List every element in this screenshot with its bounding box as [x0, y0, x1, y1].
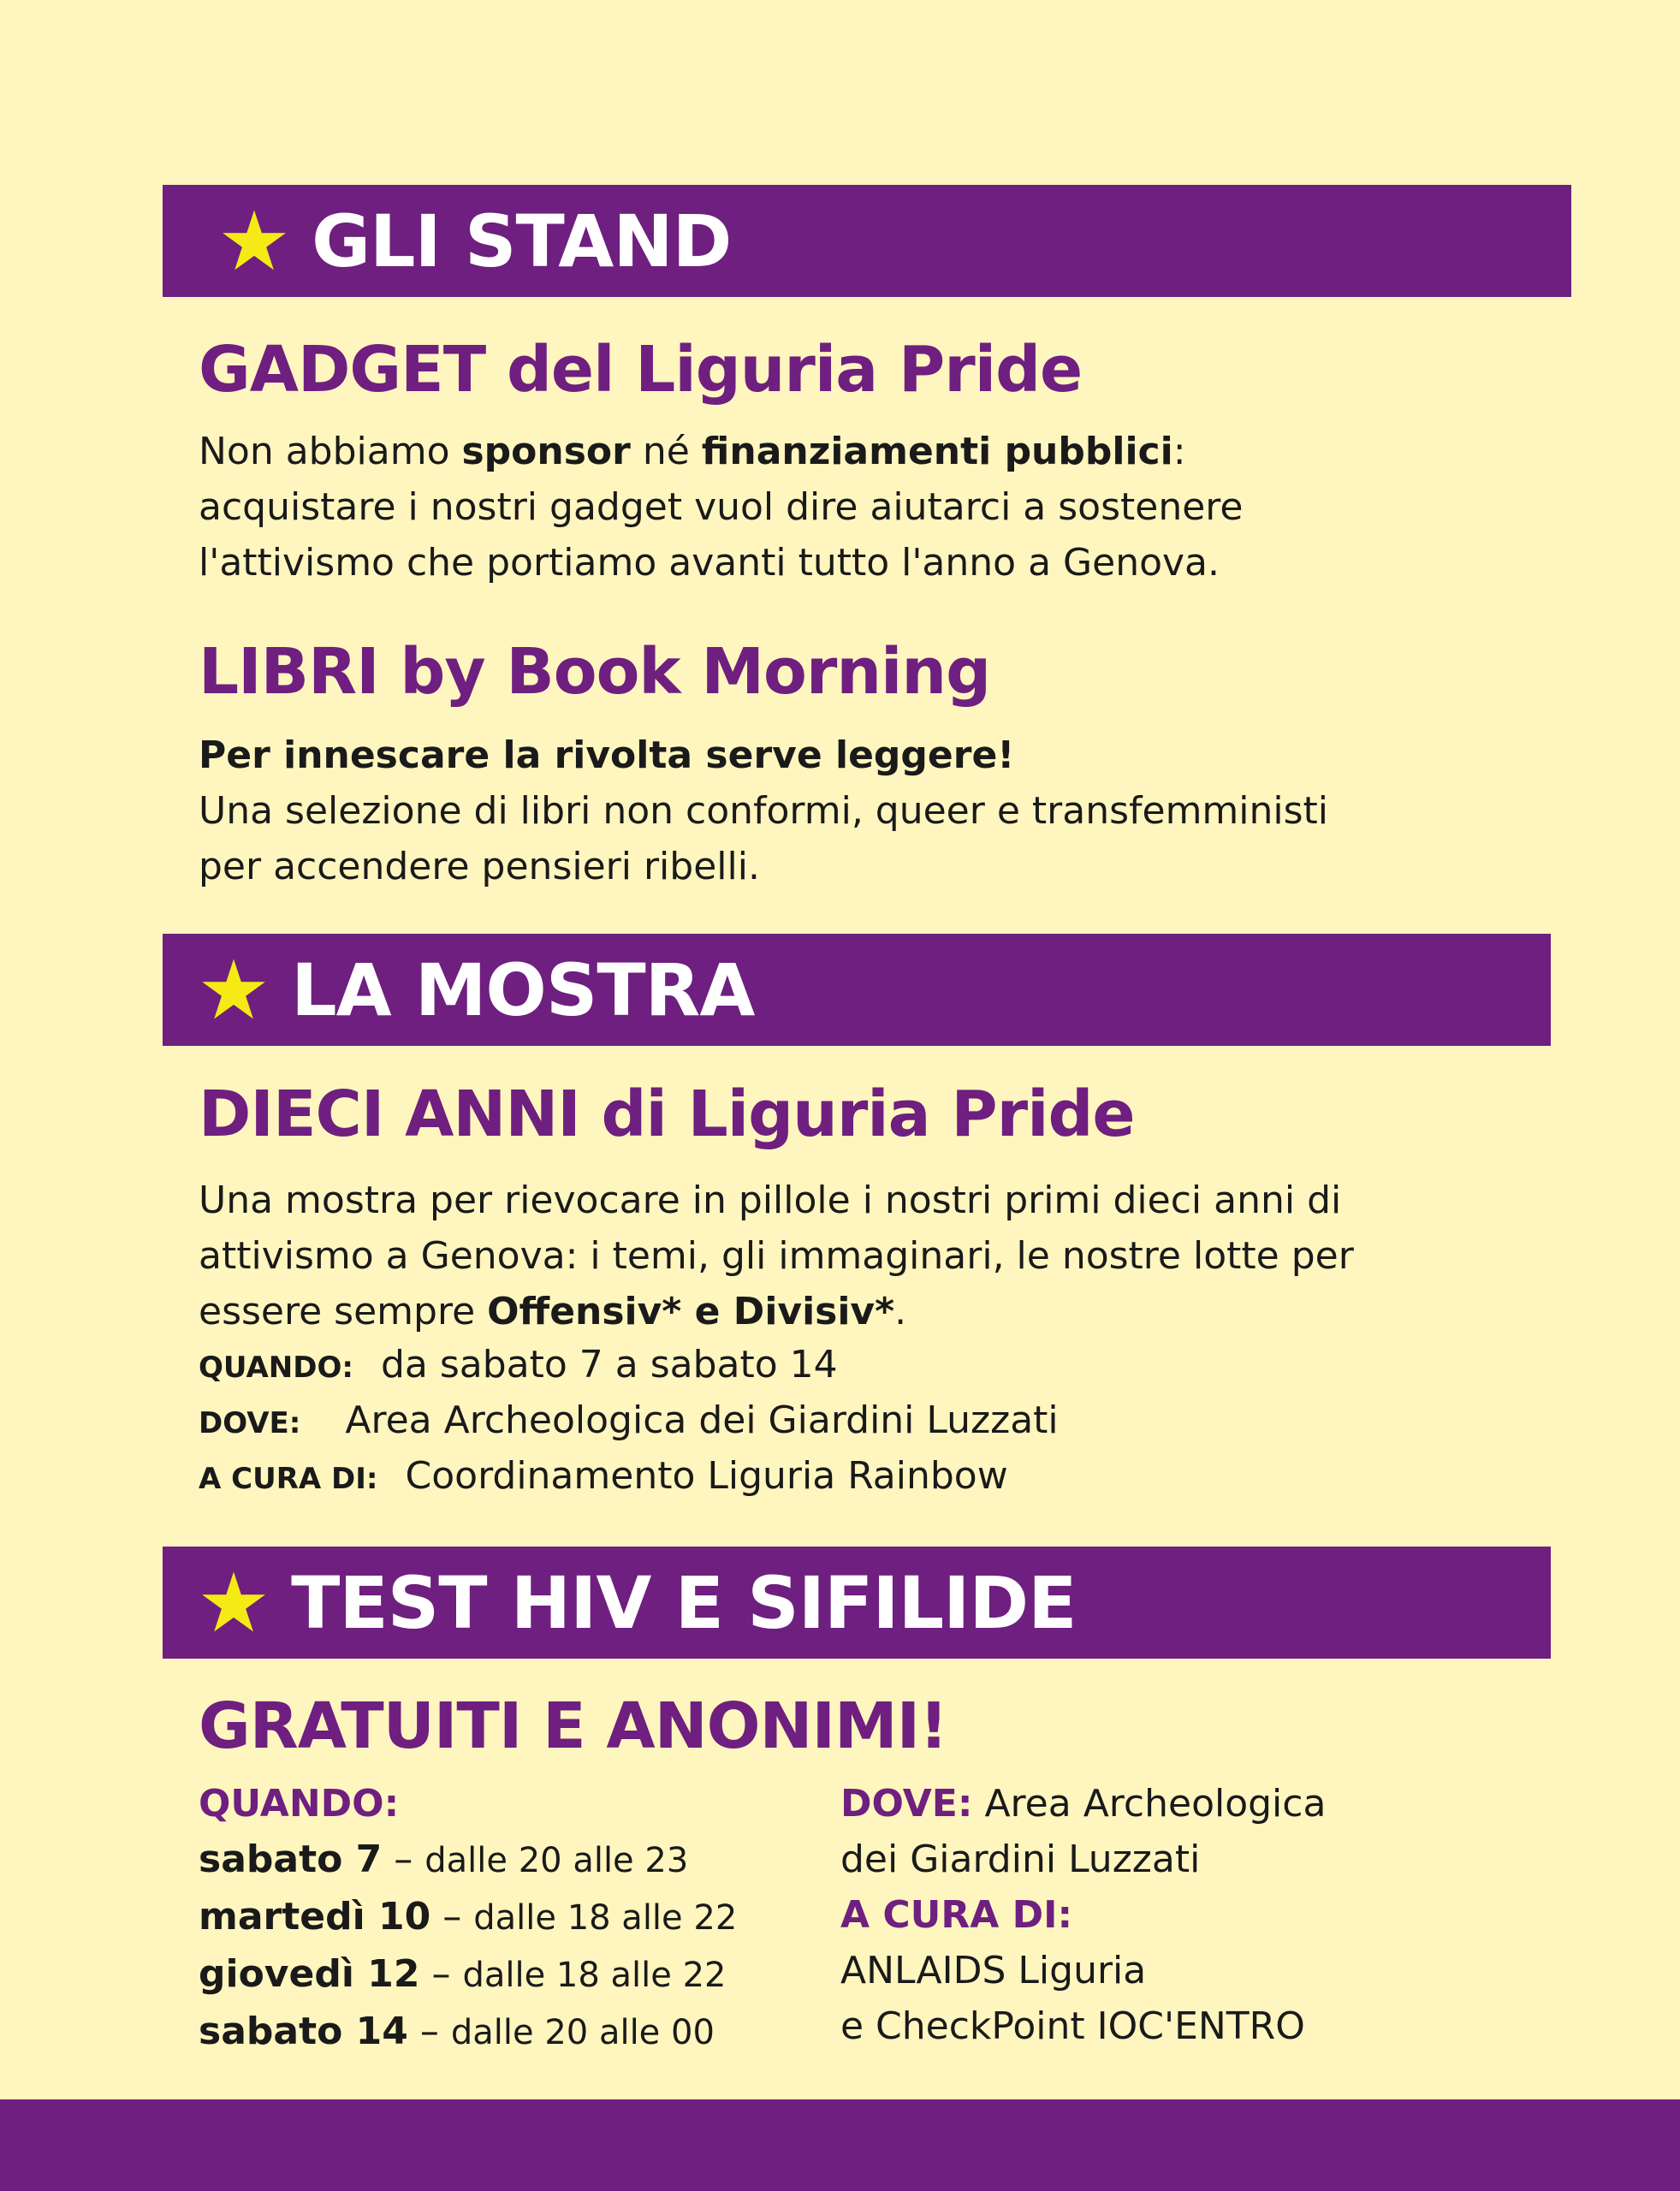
dove-line-1: Area Archeologica [984, 1782, 1327, 1826]
date-row [199, 1946, 737, 2004]
libri-heading [199, 635, 991, 709]
gadget-line-2: acquistare i nostri gadget vuol dire aiutarci a sostenere [199, 485, 1244, 529]
dove-row [840, 1776, 1326, 1832]
quando-label: QUANDO: [199, 1782, 400, 1826]
mostra-description [199, 1173, 1354, 1339]
date-row [199, 1889, 737, 1946]
quando-label: QUANDO: [199, 1351, 353, 1385]
test-heading [199, 1689, 947, 1763]
libri-description [199, 727, 1328, 894]
libri-heading-caps: LIBRI [199, 635, 379, 709]
text: essere sempre [199, 1290, 488, 1333]
date-sep: – [407, 2010, 451, 2053]
cura-label: A CURA DI: [840, 1893, 1073, 1937]
section-title: TEST HIV E SIFILIDE [291, 1560, 1077, 1645]
cura-line-2: e CheckPoint IOC'ENTRO [840, 2004, 1305, 2048]
mostra-heading-rest: di Liguria Pride [579, 1078, 1135, 1151]
date-time: dalle 18 alle 22 [462, 1956, 727, 1995]
dove-value: Area Archeologica dei Giardini Luzzati [345, 1398, 1059, 1442]
mostra-quando-row [199, 1343, 838, 1386]
mostra-heading [199, 1078, 1135, 1151]
date-time: dalle 18 alle 22 [473, 1898, 738, 1938]
libri-line-2: Una selezione di libri non conformi, queer e transfemministi [199, 789, 1329, 833]
test-heading-text: GRATUITI E ANONIMI! [199, 1689, 947, 1763]
dove-label: DOVE: [840, 1782, 973, 1826]
text-bold: Per innescare la rivolta serve leggere! [199, 733, 1015, 777]
date-sep: – [430, 1895, 474, 1939]
gadget-heading [199, 333, 1083, 407]
gadget-line-3: l'attivismo che portiamo avanti tutto l'anno a Genova. [199, 541, 1220, 585]
section-title: LA MOSTRA [291, 947, 755, 1032]
mostra-cura-row [199, 1454, 1008, 1498]
mostra-line-3 [199, 1284, 1354, 1339]
gadget-line-1 [199, 424, 1243, 479]
quando-value: da sabato 7 a sabato 14 [380, 1343, 838, 1386]
mostra-dove-row [199, 1398, 1059, 1442]
cura-value: Coordinamento Liguria Rainbow [405, 1454, 1008, 1498]
text-bold: sponsor [461, 430, 631, 473]
text: Non abbiamo [199, 430, 462, 473]
date-day: martedì 10 [199, 1895, 431, 1939]
test-quando-column [199, 1776, 737, 2061]
date-row [199, 1832, 737, 1889]
date-day: sabato 7 [199, 1838, 383, 1881]
section-banner-test [163, 1547, 1551, 1659]
test-dove-column [840, 1776, 1326, 2054]
mostra-line-2: attivismo a Genova: i temi, gli immaginari, le nostre lotte per [199, 1234, 1354, 1278]
libri-heading-rest: by Book Morning [378, 635, 991, 709]
cura-label: A CURA DI: [199, 1462, 378, 1496]
dove-line-2: dei Giardini Luzzati [840, 1838, 1201, 1881]
date-sep: – [419, 1952, 463, 1996]
text: né [630, 430, 702, 473]
section-title: GLI STAND [312, 199, 732, 283]
gadget-description [199, 424, 1243, 591]
section-banner-mostra [163, 934, 1551, 1046]
text: . [894, 1290, 907, 1333]
footer-bar [0, 2099, 1680, 2191]
text: : [1172, 430, 1186, 473]
gadget-heading-caps: GADGET [199, 333, 486, 407]
libri-line-1 [199, 727, 1328, 783]
date-time: dalle 20 alle 23 [424, 1841, 689, 1880]
date-time: dalle 20 alle 00 [450, 2013, 715, 2052]
date-row [199, 2004, 737, 2061]
section-banner-stand [163, 185, 1571, 297]
star-icon: ★ [197, 941, 271, 1038]
libri-line-3: per accendere pensieri ribelli. [199, 845, 760, 888]
mostra-heading-caps: DIECI ANNI [199, 1078, 580, 1151]
cura-line-1: ANLAIDS Liguria [840, 1949, 1147, 1992]
star-icon: ★ [197, 1554, 271, 1651]
mostra-line-1: Una mostra per rievocare in pillole i nostri primi dieci anni di [199, 1179, 1342, 1222]
text-bold: finanziamenti pubblici [701, 430, 1173, 473]
date-sep: – [382, 1838, 425, 1881]
star-icon: ★ [217, 193, 292, 289]
dove-label: DOVE: [199, 1406, 301, 1440]
date-day: giovedì 12 [199, 1952, 420, 1996]
date-day: sabato 14 [199, 2010, 408, 2053]
gadget-heading-rest: del Liguria Pride [485, 333, 1083, 407]
text-bold: Offensiv* e Divisiv* [487, 1290, 895, 1333]
